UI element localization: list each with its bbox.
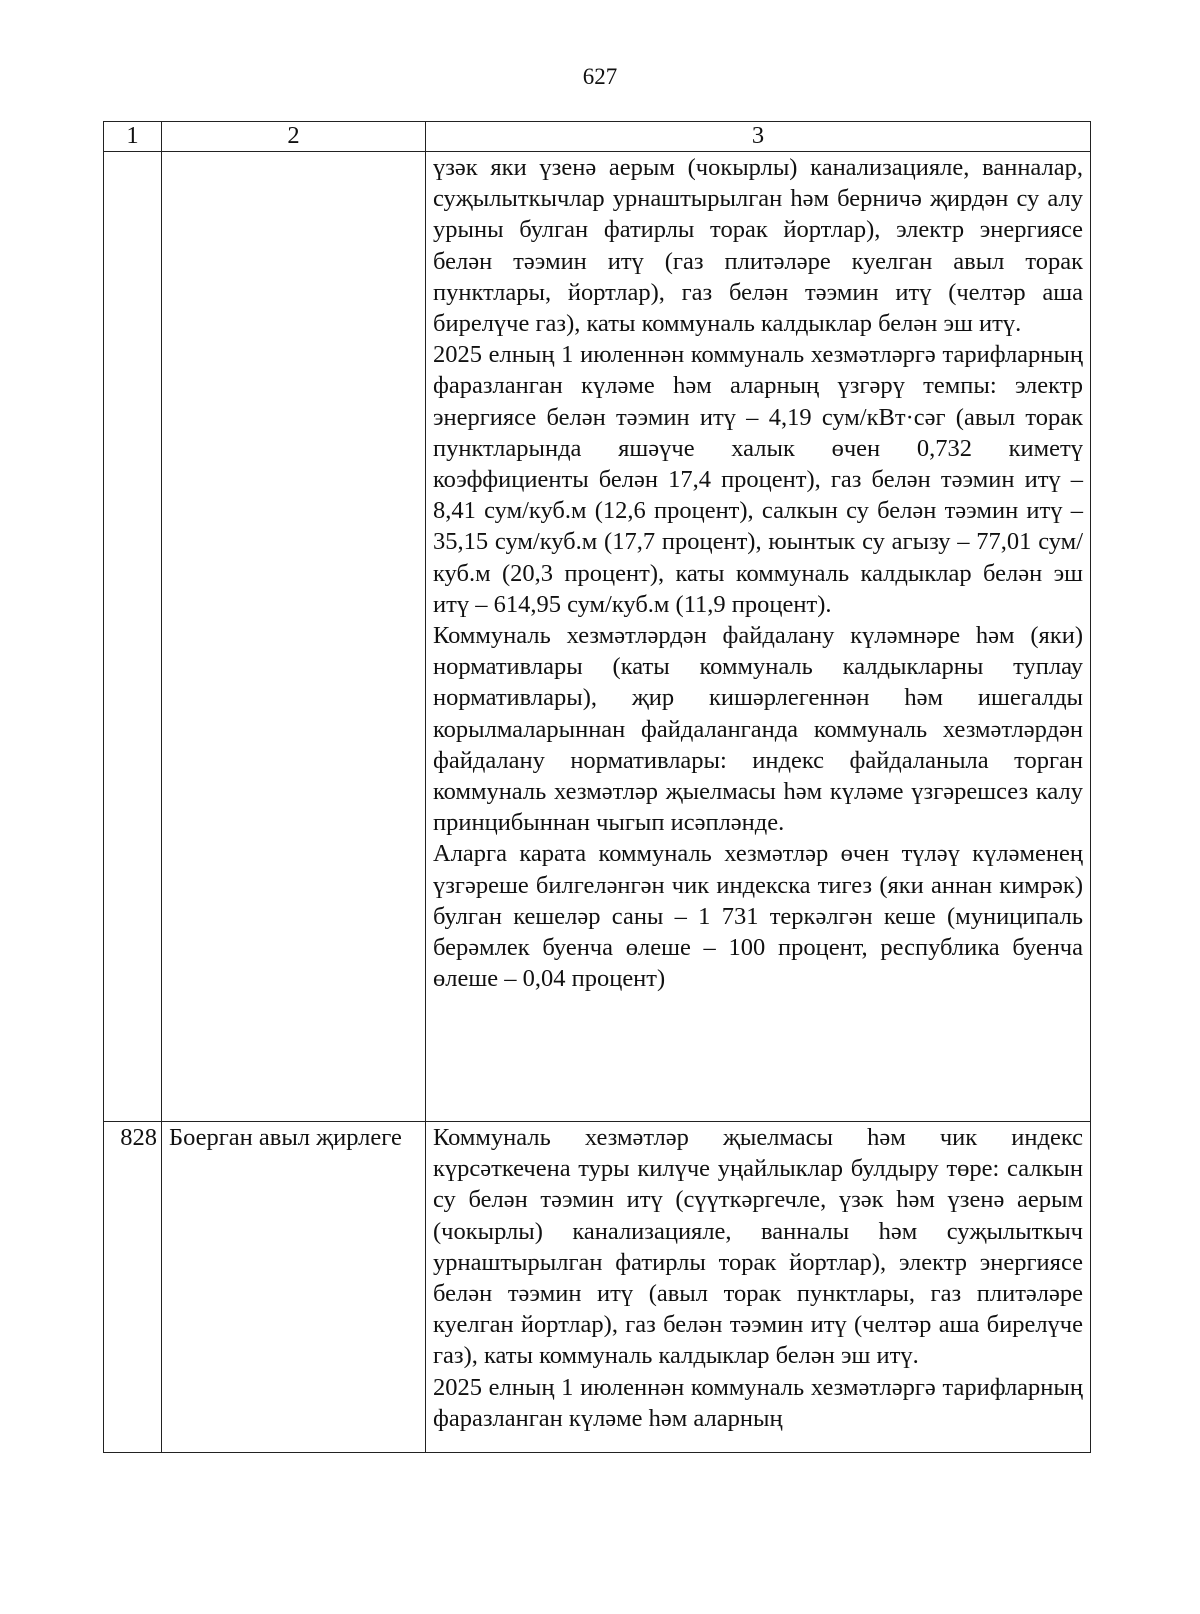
description-paragraph: 2025 елның 1 июленнән коммуналь хезмәтләргә тарифларның фаразланган күләме һәм аларның xyxy=(433,1373,1083,1432)
description-cell xyxy=(426,1122,1091,1453)
column-header-name: 2 xyxy=(162,122,426,152)
settlement-name-cell xyxy=(162,152,426,1122)
description-paragraph: Коммуналь хезмәтләр җыелмасы һәм чик индекс күрсәткечена туры килүче уңайлыклар булдыру төре: салкын су белән тәэмин итү (сүүткәргечле, үзәк һәм үзенә аерым (чокырлы) канализацияле, ванналы һәм суҗылыткыч урнаштырылган фатирлы торак йортлар), электр энергиясе белән тәэмин итү (авыл торак пунктлары, газ плитәләре куелган йортлар), газ белән тәэмин итү (челтәр аша бирелүче газ), каты коммуналь калдыклар белән эш итү. xyxy=(433,1124,1083,1370)
settlement-name-cell: Боерган авыл җирлеге xyxy=(162,1122,426,1453)
page-number: 627 xyxy=(582,64,618,89)
description-paragraph: Аларга карата коммуналь хезмәтләр өчен түләү күләменең үзгәреше билгеләнгән чик индекска тигез (яки аннан кимрәк) булган кешеләр саны – 1 731 теркәлгән кеше (муниципаль берәмлек буенча өлеше – 100 процент, республика буенча өлеше – 0,04 процент) xyxy=(433,840,1083,993)
table-row xyxy=(104,1122,1091,1453)
description-paragraph: үзәк яки үзенә аерым (чокырлы) канализацияле, ванналар, суҗылыткычлар урнаштырылган һәм берничә җирдән су алу урыны булган фатирлы торак йортлар), электр энергиясе белән тәэмин итү (газ плитәләре куелган авыл торак пунктлары, йортлар), газ белән тәэмин итү (челтәр аша бирелүче газ), каты коммуналь калдыклар белән эш итү. xyxy=(433,154,1083,338)
column-header-description: 3 xyxy=(426,122,1091,152)
row-number-cell xyxy=(104,152,162,1122)
table-row xyxy=(104,152,1091,1122)
tariff-table xyxy=(103,121,1091,1453)
description-paragraph: Коммуналь хезмәтләрдән файдалану күләмнәре һәм (яки) нормативлары (каты коммуналь калдыкларны туплау нормативлары), җир кишәрлегеннән һәм ишегалды корылмаларыннан файдаланганда коммуналь хезмәтләрдән файдалану нормативлары: индекс файдаланыла торган коммуналь хезмәтләр җыелмасы һәм күләме үзгәрешсез калу принцибыннан чыгып исәпләнде. xyxy=(433,622,1083,837)
table-header-row xyxy=(104,122,1091,152)
column-header-number: 1 xyxy=(104,122,162,152)
row-number-cell: 828 xyxy=(104,1122,162,1453)
description-paragraph: 2025 елның 1 июленнән коммуналь хезмәтләргә тарифларның фаразланган күләме һәм аларның үзгәрү темпы: электр энергиясе белән тәэмин итү – 4,19 сум/кВт·сәг (авыл торак пунктларында яшәүче халык өчен 0,732 киметү коэффициенты белән 17,4 процент), газ белән тәэмин итү – 8,41 сум/куб.м (12,6 процент), салкын су белән тәэмин итү – 35,15 сум/куб.м (17,7 процент), юынтык су агызу – 77,01 сум/куб.м (20,3 процент), каты коммуналь калдыклар белән эш итү – 614,95 сум/куб.м (11,9 процент). xyxy=(433,341,1083,618)
description-cell xyxy=(426,152,1091,1122)
